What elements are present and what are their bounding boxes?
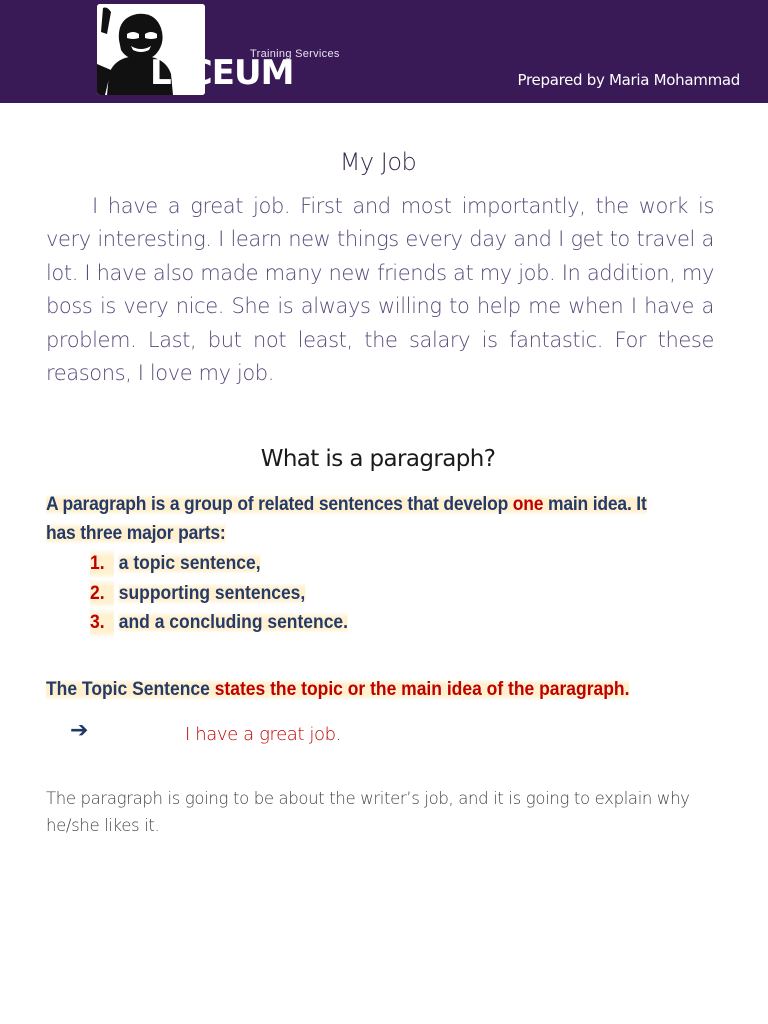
prepared-by: Prepared by Maria Mohammad [517,71,740,89]
logo-wordmark: LYCEUM [150,53,294,93]
list-number: 3. [90,608,114,638]
list-item [90,608,348,638]
explanation-text: The paragraph is going to be about the writer’s job, and it is going to explain why he/she likes it. [46,789,690,835]
topic-label: The Topic Sentence [46,679,210,700]
topic-sentence-definition [46,679,629,701]
list-text: a topic sentence, [118,553,261,574]
list-number: 1. [90,549,114,579]
article-paragraph: I have a great job. First and most importantly, the work is very interesting. I learn new things every day and I get to travel a lot. I have also made many new friends at my job. In addition, my boss is very nice. She is always willing to help me when I have a problem. Last, but not least, the salary is fantastic. For these reasons, I love my job. [46,194,714,386]
header-banner [0,0,768,103]
list-item [90,549,348,579]
list-text: supporting sentences, [118,582,306,604]
list-number: 2. [90,579,114,609]
definition-part1: A paragraph is a group of related sentences that develop [46,494,513,515]
definition-emphasis: one [512,494,544,515]
article-title: My Job [339,148,417,176]
list-text: and a concluding sentence. [118,612,349,633]
logo-subtitle: Training Services [250,48,340,60]
example-sentence: I have a great job. [185,724,341,745]
paragraph-definition [46,490,681,548]
list-item [90,579,348,609]
topic-description: states the topic or the main idea of the paragraph. [209,679,630,700]
definition-part2: main idea. It has three major parts: [46,494,647,544]
parts-list [90,549,348,638]
right-arrow-icon: ➔ [70,718,89,743]
lesson-heading: What is a paragraph? [260,446,496,472]
